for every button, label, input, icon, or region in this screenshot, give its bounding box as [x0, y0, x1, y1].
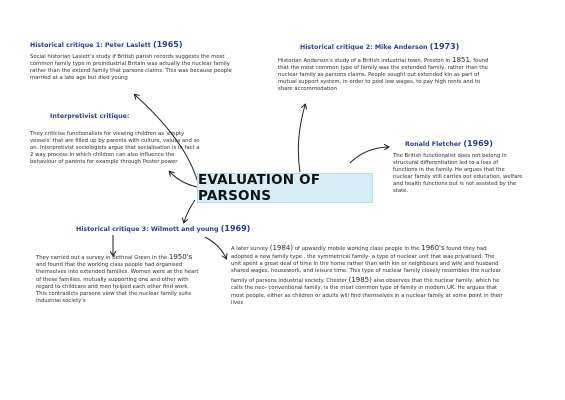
- anderson-body-post: , found that the most common type of family was the extended family, rather than the nuclear family as parsons claims. People sought out extended kin as part of mutual support system, in order to pool low wages, to pay high rents and to share accommodation: [278, 57, 489, 93]
- anderson-section: [278, 42, 490, 93]
- arrow-from-willmott-right: [205, 237, 226, 258]
- center-title-box: [197, 173, 373, 203]
- interpretivist-heading: Interpretivist critique:: [50, 113, 130, 120]
- anderson-body-pre: Historian Anderson's study of a British industrial town, Preston in: [278, 57, 451, 64]
- fletcher-heading-year: (1969): [463, 139, 493, 148]
- willmott-body-year: 1950's: [168, 253, 193, 261]
- laslett-heading-year: (1965): [152, 40, 183, 49]
- later-survey-year-1985: (1985): [348, 275, 372, 284]
- center-title: EVALUATION OF PARSONS: [198, 172, 321, 204]
- willmott-heading: [76, 224, 276, 234]
- arrow-to-interpretivist: [170, 172, 197, 187]
- laslett-body: Social historian Laslett's study if British parish records suggests the most common family type in preindustrial Britain was actually the nuclear family rather than the extend family that parsons claims. This was because people married at a late age but died young: [30, 53, 232, 81]
- willmott-body: [36, 253, 201, 305]
- anderson-heading: [278, 42, 490, 52]
- fletcher-heading: [393, 139, 523, 149]
- laslett-heading-text: Historical critique 1: Peter Laslett: [30, 42, 151, 49]
- willmott-heading-year: (1969): [220, 224, 251, 233]
- willmott-body-block: [36, 253, 201, 305]
- later-survey-body: [231, 244, 505, 307]
- willmott-body-pre: They carried out a survey in Bethnal Green in the: [36, 255, 168, 261]
- later-survey-year-1984: (1984): [269, 244, 294, 252]
- anderson-body-year: 1851: [452, 55, 470, 64]
- interpretivist-section: [30, 113, 200, 166]
- arrow-to-fletcher: [350, 147, 388, 163]
- arrow-to-willmott: [184, 200, 195, 222]
- fletcher-heading-text: Ronald Fletcher: [405, 141, 462, 148]
- laslett-section: [30, 40, 235, 82]
- fletcher-section: [393, 139, 523, 195]
- later-survey-p2: of upwardly mobile working class people in the: [293, 246, 420, 252]
- interpretivist-body: They criticise functionalists for viewing children as 'empty vessels' that are filled up by parents with culture, values and so on. Interpretivist sociologists argue that socialisation is in fact a 2 way process in which children can also influence the behaviour of parents for example through Pester power: [30, 130, 200, 165]
- later-survey-section: [231, 244, 505, 307]
- anderson-heading-text: Historical critique 2: Mike Anderson: [300, 44, 428, 51]
- later-survey-p4: also observes that the nuclear family, which he calls the neo- conventional family, is the most common type of family in modern UK. He argues that most people, either as children or adults will find themselves in a nuclear family at some point in their lives: [231, 277, 503, 306]
- later-survey-year-1960s: 1960's: [421, 244, 445, 252]
- arrow-to-anderson: [298, 105, 305, 172]
- willmott-section: [76, 224, 276, 234]
- laslett-heading: [30, 40, 235, 50]
- fletcher-body: The British functionalist does not belong in structural differentiation led to a loss of functions in the family. He argues that the nuclear family still carries out education, welfare and health functions but is not assisted by the state.: [393, 152, 523, 195]
- willmott-body-post: and found that the working class people had organised themselves into extended families. Women were at the heart of these families, mutually supporting one and other with regard to childcare and men helped each other find work. This contradicts parsons view that the nuclear family suits industrial society's: [36, 262, 199, 304]
- anderson-body: [278, 56, 490, 94]
- later-survey-p3: found they had adopted a new family type , the symmetrical family- a type of nuclear unit that was privatised. The unit spent a great deal of time in the home rather than with kin or neighbours and wife and husband shared wages, housework, and leisure time. This type of nuclear family closely resembles the nuclear family of parsons industrial society. Chester: [231, 246, 501, 284]
- willmott-heading-text: Historical critique 3: Wilmott and young: [76, 226, 219, 233]
- later-survey-p1: A later survey: [231, 246, 269, 252]
- anderson-heading-year: (1973): [429, 42, 460, 51]
